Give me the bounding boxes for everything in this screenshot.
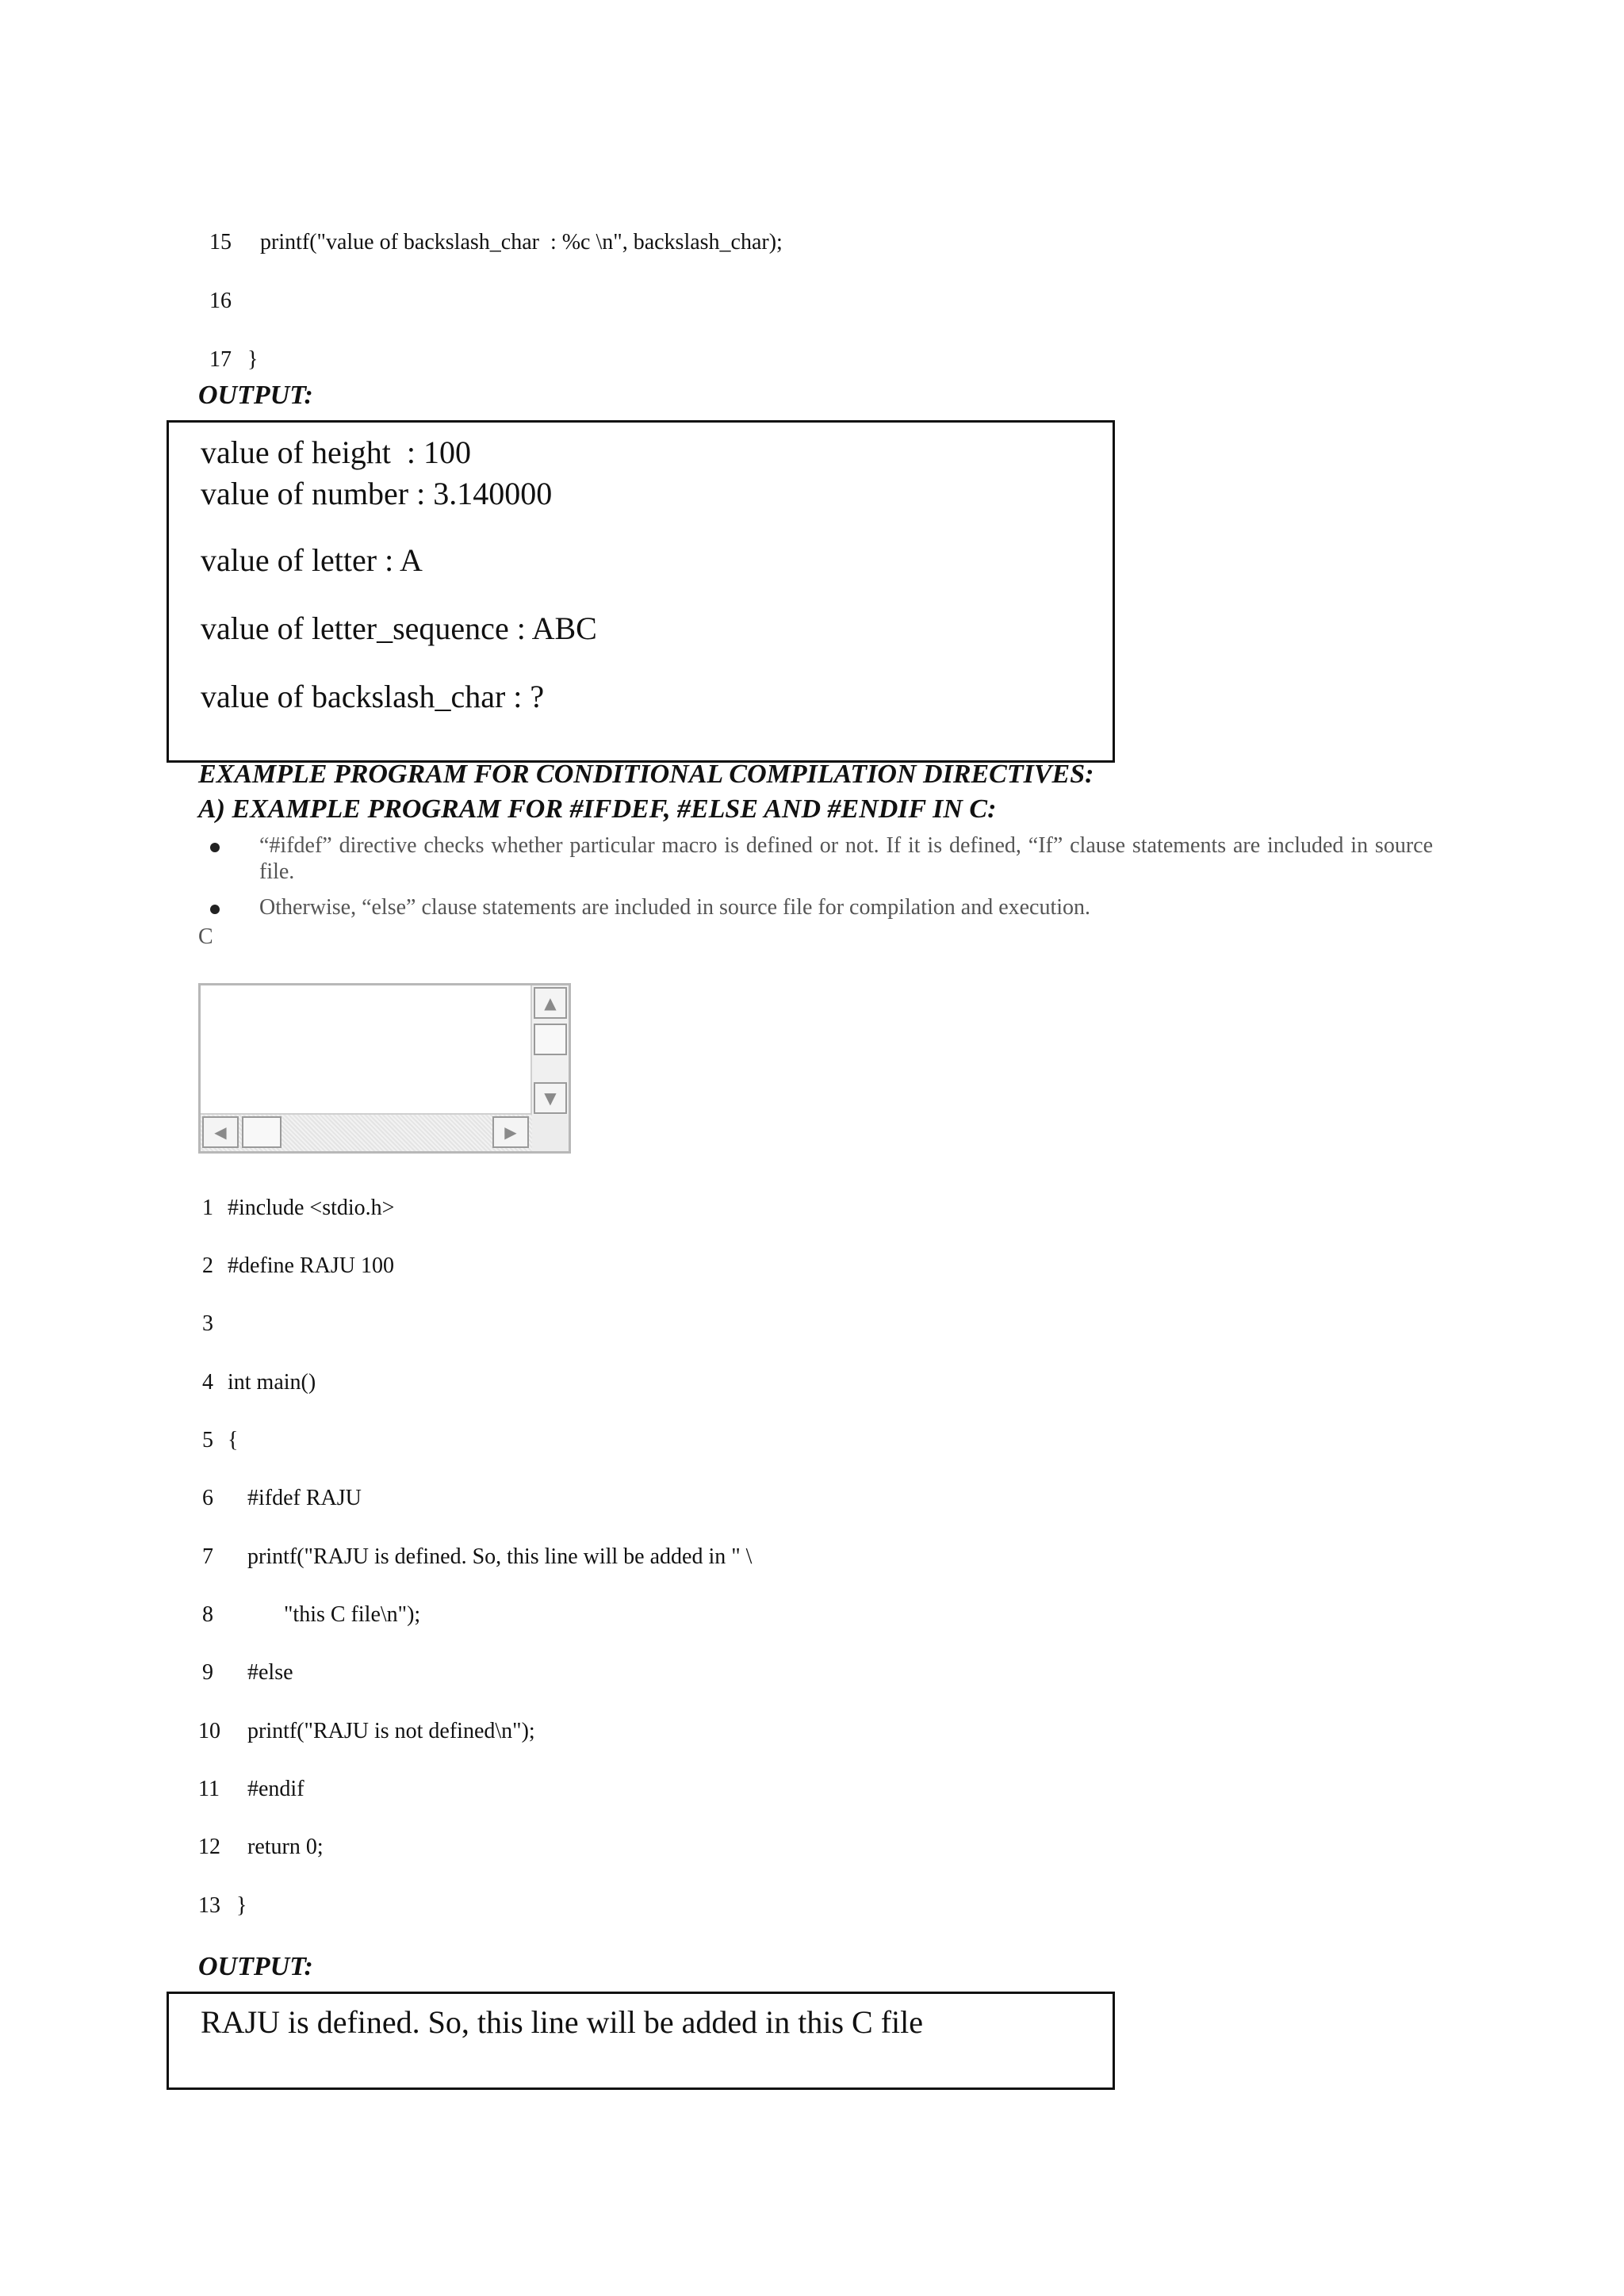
code-line: 1 #include <stdio.h>	[202, 1196, 395, 1220]
code-line: 6 #ifdef RAJU	[202, 1486, 362, 1510]
code-line: 8 "this C file\n");	[202, 1602, 421, 1627]
scroll-down-arrow-icon[interactable]: ▼	[534, 1082, 567, 1114]
output-box	[167, 1992, 1115, 2090]
horizontal-scrollbar[interactable]	[201, 1113, 532, 1151]
code-line: 2 #define RAJU 100	[202, 1253, 394, 1278]
output-line: value of height : 100	[201, 434, 472, 470]
output-line: RAJU is defined. So, this line will be added in this C file	[201, 2004, 924, 2040]
output-heading: OUTPUT:	[198, 381, 313, 410]
scroll-right-arrow-icon[interactable]: ▶	[492, 1116, 529, 1148]
code-line: 16	[209, 289, 232, 313]
bullet-icon	[210, 905, 220, 914]
bullet-icon	[210, 843, 220, 852]
scroll-left-arrow-icon[interactable]: ◀	[202, 1116, 239, 1148]
section-heading: EXAMPLE PROGRAM FOR CONDITIONAL COMPILATION DIRECTIVES:	[198, 760, 1094, 789]
scrollbar-corner	[532, 1115, 569, 1151]
code-line: 17 }	[209, 347, 259, 372]
code-line: 10 printf("RAJU is not defined\n");	[198, 1719, 535, 1743]
output-box	[167, 420, 1115, 763]
section-subheading: A) EXAMPLE PROGRAM FOR #IFDEF, #ELSE AND #ENDIF IN C:	[198, 794, 997, 824]
code-line: 3	[202, 1311, 213, 1336]
scroll-thumb[interactable]	[242, 1116, 282, 1148]
output-line: value of backslash_char : ?	[201, 679, 545, 714]
scroll-thumb[interactable]	[534, 1024, 567, 1055]
code-line: 4 int main()	[202, 1370, 316, 1395]
code-line: 15 printf("value of backslash_char : %c \n", backslash_char);	[209, 230, 783, 254]
bullet-text: Otherwise, “else” clause statements are included in source file for compilation and execution.	[259, 895, 1091, 920]
output-line: value of letter_sequence : ABC	[201, 610, 597, 646]
output-line: value of number : 3.140000	[201, 476, 553, 511]
code-line: 12 return 0;	[198, 1835, 324, 1859]
output-heading: OUTPUT:	[198, 1952, 313, 1981]
code-line: 9 #else	[202, 1660, 293, 1685]
code-line: 13 }	[198, 1893, 247, 1918]
output-line: value of letter : A	[201, 542, 423, 578]
scroll-up-arrow-icon[interactable]: ▲	[534, 987, 567, 1019]
code-viewer-widget[interactable]	[198, 983, 571, 1154]
code-line: 11 #endif	[198, 1777, 304, 1801]
vertical-scrollbar[interactable]	[530, 985, 569, 1116]
bullet-text: “#ifdef” directive checks whether particular macro is defined or not. If it is defined, “If” clause statements are included in source file.	[259, 833, 1433, 884]
language-label: C	[198, 924, 213, 949]
code-line: 5 {	[202, 1428, 239, 1452]
code-line: 7 printf("RAJU is defined. So, this line will be added in " \	[202, 1544, 753, 1569]
